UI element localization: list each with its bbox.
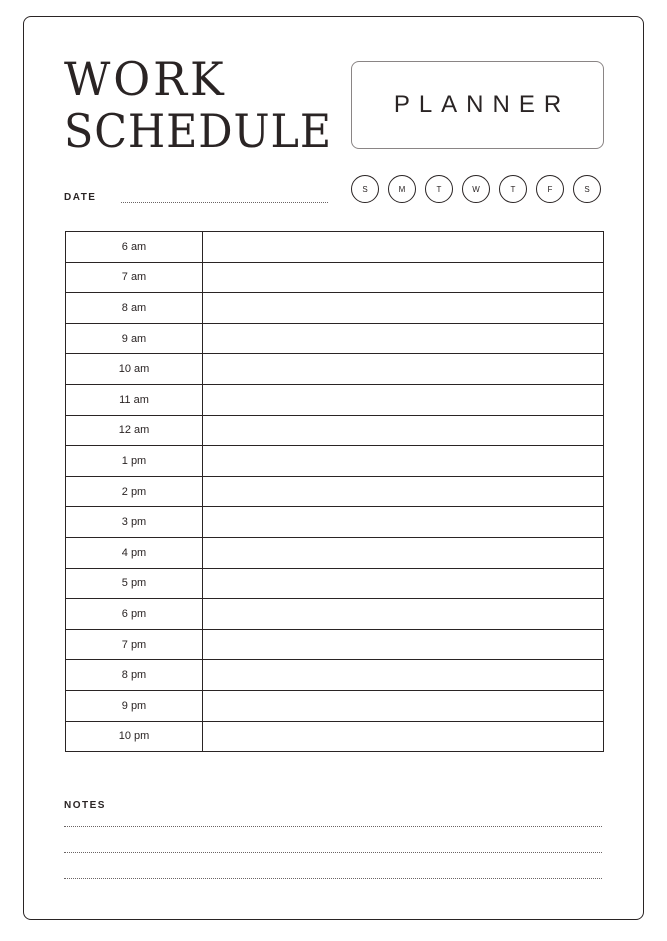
table-row <box>66 354 604 385</box>
time-cell: 11 am <box>66 384 203 415</box>
entry-cell[interactable] <box>203 690 604 721</box>
table-row <box>66 568 604 599</box>
day-circle-friday[interactable]: F <box>536 175 564 203</box>
table-row <box>66 476 604 507</box>
entry-cell[interactable] <box>203 568 604 599</box>
table-row <box>66 323 604 354</box>
table-row <box>66 384 604 415</box>
time-cell: 2 pm <box>66 476 203 507</box>
notes-line-3[interactable] <box>64 878 602 879</box>
day-circle-wednesday[interactable]: W <box>462 175 490 203</box>
time-cell: 10 am <box>66 354 203 385</box>
table-row <box>66 721 604 752</box>
time-cell: 6 am <box>66 232 203 263</box>
table-row <box>66 599 604 630</box>
table-row <box>66 446 604 477</box>
time-cell: 5 pm <box>66 568 203 599</box>
time-cell: 6 pm <box>66 599 203 630</box>
table-row <box>66 507 604 538</box>
time-cell: 10 pm <box>66 721 203 752</box>
entry-cell[interactable] <box>203 384 604 415</box>
planner-label-box <box>351 61 604 149</box>
planner-label: PLANNER <box>393 91 571 118</box>
entry-cell[interactable] <box>203 629 604 660</box>
entry-cell[interactable] <box>203 537 604 568</box>
time-cell: 4 pm <box>66 537 203 568</box>
notes-label: NOTES <box>64 800 106 811</box>
entry-cell[interactable] <box>203 721 604 752</box>
entry-cell[interactable] <box>203 660 604 691</box>
day-circle-monday[interactable]: M <box>388 175 416 203</box>
title-work: WORK <box>64 52 227 106</box>
table-row <box>66 262 604 293</box>
entry-cell[interactable] <box>203 507 604 538</box>
table-row <box>66 629 604 660</box>
entry-cell[interactable] <box>203 354 604 385</box>
table-row <box>66 232 604 263</box>
time-cell: 7 am <box>66 262 203 293</box>
table-row <box>66 293 604 324</box>
notes-line-2[interactable] <box>64 852 602 853</box>
day-circle-saturday[interactable]: S <box>573 175 601 203</box>
entry-cell[interactable] <box>203 476 604 507</box>
day-circle-sunday[interactable]: S <box>351 175 379 203</box>
time-cell: 9 am <box>66 323 203 354</box>
time-cell: 12 am <box>66 415 203 446</box>
table-row <box>66 690 604 721</box>
time-cell: 3 pm <box>66 507 203 538</box>
table-row <box>66 537 604 568</box>
time-cell: 8 am <box>66 293 203 324</box>
date-field[interactable] <box>121 202 328 203</box>
day-circle-tuesday[interactable]: T <box>425 175 453 203</box>
entry-cell[interactable] <box>203 262 604 293</box>
date-label: DATE <box>64 192 97 203</box>
time-cell: 8 pm <box>66 660 203 691</box>
schedule-table <box>65 231 604 752</box>
time-cell: 1 pm <box>66 446 203 477</box>
entry-cell[interactable] <box>203 232 604 263</box>
entry-cell[interactable] <box>203 323 604 354</box>
entry-cell[interactable] <box>203 446 604 477</box>
entry-cell[interactable] <box>203 415 604 446</box>
time-cell: 7 pm <box>66 629 203 660</box>
table-row <box>66 415 604 446</box>
title-schedule: SCHEDULE <box>64 104 333 158</box>
day-circle-thursday[interactable]: T <box>499 175 527 203</box>
entry-cell[interactable] <box>203 293 604 324</box>
entry-cell[interactable] <box>203 599 604 630</box>
notes-line-1[interactable] <box>64 826 602 827</box>
time-cell: 9 pm <box>66 690 203 721</box>
table-row <box>66 660 604 691</box>
